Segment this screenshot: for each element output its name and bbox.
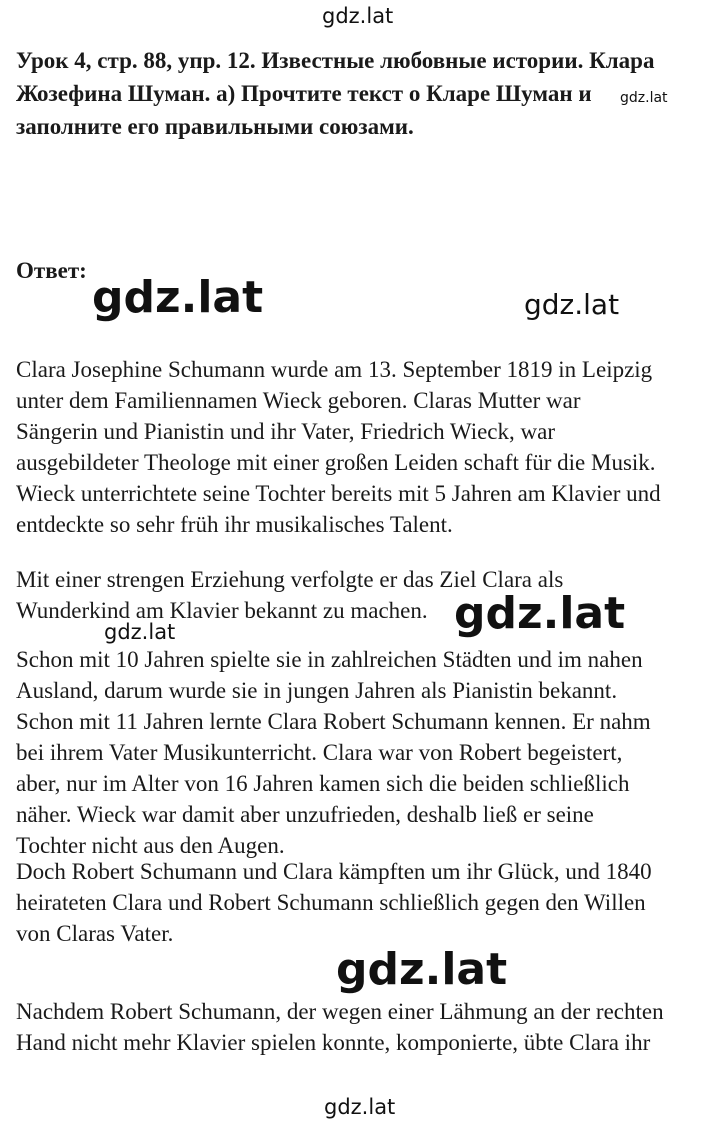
title-line: заполните его правильными союзами.: [16, 114, 414, 139]
text-line: bei ihrem Vater Musikunterricht. Clara war von Robert begeistert,: [16, 740, 623, 765]
title-line: Урок 4, стр. 88, упр. 12. Известные любовные истории. Клара: [16, 48, 655, 73]
paragraph-5: [16, 996, 710, 1058]
text-line: unter dem Familiennamen Wieck geboren. Claras Mutter war: [16, 388, 581, 413]
watermark: gdz.lat: [524, 288, 620, 321]
paragraph-3: [16, 644, 710, 861]
paragraph-1: [16, 354, 710, 540]
text-line: Nachdem Robert Schumann, der wegen einer Lähmung an der rechten: [16, 999, 664, 1024]
watermark: gdz.lat: [454, 588, 626, 639]
text-line: Wunderkind am Klavier bekannt zu machen.: [16, 598, 428, 623]
watermark: gdz.lat: [322, 4, 394, 28]
text-line: von Claras Vater.: [16, 921, 174, 946]
text-line: Mit einer strengen Erziehung verfolgte er das Ziel Clara als: [16, 567, 564, 592]
paragraph-4: [16, 856, 710, 949]
text-line: heirateten Clara und Robert Schumann schließlich gegen den Willen: [16, 890, 646, 915]
title-line: Жозефина Шуман. а) Прочтите текст о Кларе Шуман и: [16, 81, 592, 106]
text-line: Clara Josephine Schumann wurde am 13. September 1819 in Leipzig: [16, 357, 653, 382]
answer-label: Ответ:: [16, 258, 87, 283]
text-line: Hand nicht mehr Klavier spielen konnte, komponierte, übte Clara ihr: [16, 1030, 651, 1055]
watermark: gdz.lat: [620, 90, 668, 106]
text-line: Schon mit 10 Jahren spielte sie in zahlreichen Städten und im nahen: [16, 647, 643, 672]
text-line: Sängerin und Pianistin und ihr Vater, Friedrich Wieck, war: [16, 419, 555, 444]
exercise-title: [16, 44, 706, 143]
text-line: entdeckte so sehr früh ihr musikalisches Talent.: [16, 512, 453, 537]
text-line: Wieck unterrichtete seine Tochter bereits mit 5 Jahren am Klavier und: [16, 481, 661, 506]
text-line: aber, nur im Alter von 16 Jahren kamen sich die beiden schließlich: [16, 771, 630, 796]
watermark: gdz.lat: [336, 944, 508, 995]
text-line: Ausland, darum wurde sie in jungen Jahren als Pianistin bekannt.: [16, 678, 618, 703]
watermark: gdz.lat: [92, 272, 264, 323]
text-line: Schon mit 11 Jahren lernte Clara Robert Schumann kennen. Er nahm: [16, 709, 651, 734]
text-line: Doch Robert Schumann und Clara kämpften um ihr Glück, und 1840: [16, 859, 652, 884]
watermark: gdz.lat: [324, 1095, 396, 1119]
text-line: näher. Wieck war damit aber unzufrieden, deshalb ließ er seine: [16, 802, 594, 827]
text-line: ausgebildeter Theologe mit einer großen Leiden schaft für die Musik.: [16, 450, 656, 475]
text-line: Tochter nicht aus den Augen.: [16, 833, 285, 858]
watermark: gdz.lat: [104, 620, 176, 644]
